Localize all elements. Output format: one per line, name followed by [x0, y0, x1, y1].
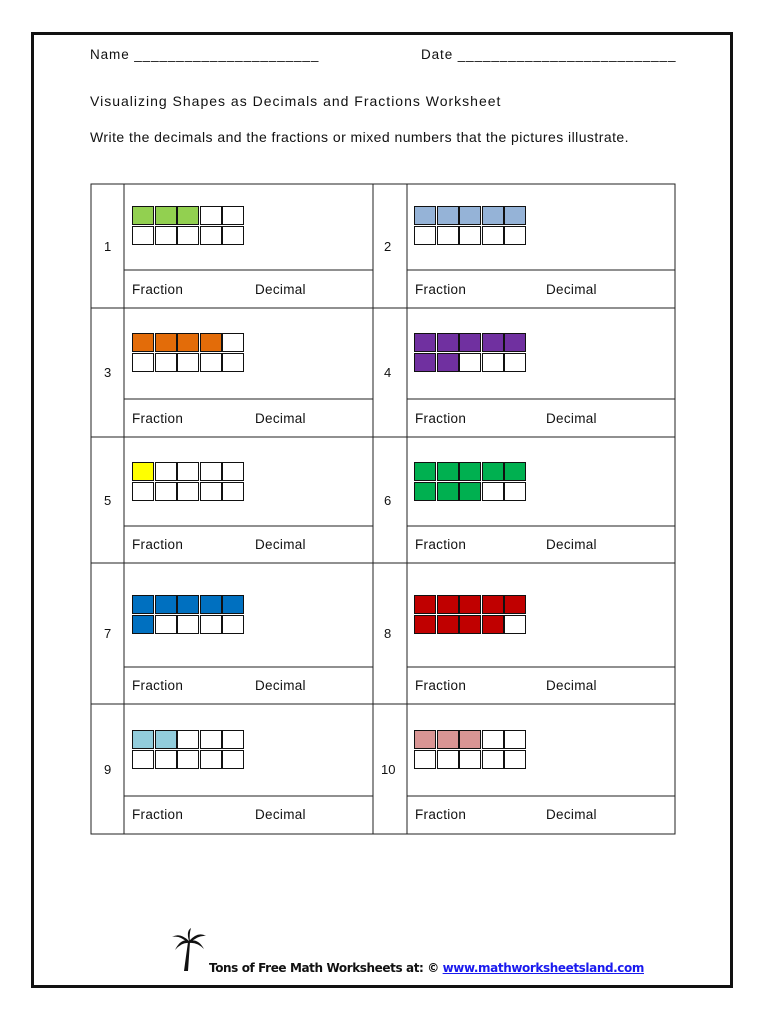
empty-square [437, 226, 459, 245]
empty-square [482, 730, 504, 749]
fraction-label: Fraction [415, 807, 467, 822]
website-link[interactable]: www.mathworksheetsland.com [442, 961, 644, 975]
shaded-square [482, 206, 504, 225]
empty-square [155, 226, 177, 245]
empty-square [482, 353, 504, 372]
empty-square [177, 730, 199, 749]
empty-square [222, 353, 244, 372]
decimal-label: Decimal [255, 282, 306, 297]
empty-square [155, 482, 177, 501]
fraction-label: Fraction [132, 537, 184, 552]
palm-tree-icon [171, 928, 207, 972]
shaded-square [504, 462, 526, 481]
empty-square [132, 226, 154, 245]
empty-square [222, 206, 244, 225]
empty-square [155, 353, 177, 372]
empty-square [459, 353, 481, 372]
shaded-square [414, 206, 436, 225]
shaded-square [200, 595, 222, 614]
empty-square [504, 482, 526, 501]
shaded-square [132, 333, 154, 352]
shaded-square [459, 615, 481, 634]
shaded-square [132, 462, 154, 481]
empty-square [132, 482, 154, 501]
shaded-square [155, 730, 177, 749]
shaded-square [437, 595, 459, 614]
empty-square [504, 226, 526, 245]
empty-square [222, 462, 244, 481]
shaded-square [459, 730, 481, 749]
shaded-square [437, 482, 459, 501]
problem-number: 5 [104, 493, 112, 508]
name-field[interactable]: Name ______________________ [90, 47, 320, 62]
shaded-square [504, 333, 526, 352]
decimal-label: Decimal [546, 411, 597, 426]
empty-square [200, 226, 222, 245]
problem-number: 2 [384, 239, 392, 254]
empty-square [222, 333, 244, 352]
empty-square [200, 462, 222, 481]
empty-square [177, 482, 199, 501]
empty-square [482, 482, 504, 501]
empty-square [177, 226, 199, 245]
empty-square [437, 750, 459, 769]
shaded-square [132, 206, 154, 225]
shaded-square [437, 333, 459, 352]
shaded-square [414, 462, 436, 481]
shaded-square [177, 595, 199, 614]
empty-square [177, 353, 199, 372]
decimal-label: Decimal [255, 807, 306, 822]
empty-square [482, 226, 504, 245]
shaded-square [414, 482, 436, 501]
empty-square [482, 750, 504, 769]
shaded-square [155, 333, 177, 352]
decimal-label: Decimal [546, 282, 597, 297]
empty-square [200, 206, 222, 225]
fraction-label: Fraction [415, 537, 467, 552]
shaded-square [437, 206, 459, 225]
date-field[interactable]: Date __________________________ [421, 47, 677, 62]
empty-square [200, 730, 222, 749]
shaded-square [459, 482, 481, 501]
shaded-square [155, 206, 177, 225]
shaded-square [459, 462, 481, 481]
problem-number: 7 [104, 626, 112, 641]
empty-square [222, 226, 244, 245]
empty-square [200, 482, 222, 501]
problem-number: 1 [104, 239, 112, 254]
shaded-square [482, 462, 504, 481]
empty-square [177, 750, 199, 769]
empty-square [459, 750, 481, 769]
footer-text [209, 961, 644, 975]
shaded-square [504, 206, 526, 225]
fraction-label: Fraction [132, 807, 184, 822]
empty-square [132, 750, 154, 769]
decimal-label: Decimal [546, 678, 597, 693]
worksheet-title: Visualizing Shapes as Decimals and Fractions Worksheet [90, 93, 502, 109]
decimal-label: Decimal [255, 537, 306, 552]
shaded-square [222, 595, 244, 614]
shaded-square [482, 595, 504, 614]
fraction-label: Fraction [415, 678, 467, 693]
shaded-square [437, 730, 459, 749]
empty-square [459, 226, 481, 245]
decimal-label: Decimal [546, 807, 597, 822]
empty-square [504, 750, 526, 769]
problem-number: 8 [384, 626, 392, 641]
instructions-text: Write the decimals and the fractions or mixed numbers that the pictures illustrate. [90, 129, 629, 145]
empty-square [222, 750, 244, 769]
problem-number: 4 [384, 365, 392, 380]
shaded-square [459, 333, 481, 352]
footer-label: Tons of Free Math Worksheets at: © [209, 961, 443, 975]
shaded-square [414, 595, 436, 614]
fraction-label: Fraction [415, 282, 467, 297]
empty-square [155, 750, 177, 769]
shaded-square [414, 615, 436, 634]
empty-square [177, 462, 199, 481]
empty-square [177, 615, 199, 634]
problem-number: 6 [384, 493, 392, 508]
empty-square [222, 615, 244, 634]
empty-square [504, 353, 526, 372]
fraction-label: Fraction [132, 411, 184, 426]
problem-number: 9 [104, 762, 112, 777]
decimal-label: Decimal [546, 537, 597, 552]
fraction-label: Fraction [415, 411, 467, 426]
empty-square [200, 353, 222, 372]
empty-square [200, 615, 222, 634]
shaded-square [459, 206, 481, 225]
shaded-square [414, 333, 436, 352]
empty-square [414, 750, 436, 769]
empty-square [132, 353, 154, 372]
shaded-square [155, 595, 177, 614]
empty-square [155, 615, 177, 634]
shaded-square [132, 595, 154, 614]
shaded-square [177, 206, 199, 225]
shaded-square [437, 615, 459, 634]
shaded-square [200, 333, 222, 352]
empty-square [200, 750, 222, 769]
fraction-label: Fraction [132, 282, 184, 297]
shaded-square [504, 595, 526, 614]
fraction-label: Fraction [132, 678, 184, 693]
shaded-square [459, 595, 481, 614]
decimal-label: Decimal [255, 678, 306, 693]
shaded-square [482, 615, 504, 634]
shaded-square [177, 333, 199, 352]
problem-number: 10 [381, 762, 396, 777]
empty-square [222, 482, 244, 501]
shaded-square [132, 730, 154, 749]
empty-square [414, 226, 436, 245]
empty-square [222, 730, 244, 749]
decimal-label: Decimal [255, 411, 306, 426]
shaded-square [132, 615, 154, 634]
empty-square [504, 615, 526, 634]
empty-square [155, 462, 177, 481]
shaded-square [414, 730, 436, 749]
empty-square [504, 730, 526, 749]
shaded-square [414, 353, 436, 372]
shaded-square [437, 462, 459, 481]
shaded-square [437, 353, 459, 372]
problem-number: 3 [104, 365, 112, 380]
shaded-square [482, 333, 504, 352]
